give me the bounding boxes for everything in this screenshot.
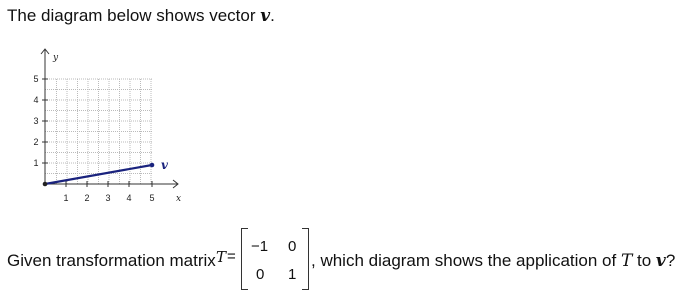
vector-label: v — [161, 158, 168, 172]
y-tick-label: 1 — [33, 158, 39, 168]
prompt-suffix-2: to — [632, 251, 656, 270]
prompt-suffix-end: ? — [665, 251, 676, 270]
matrix-cell-r2c2: 1 — [288, 266, 297, 283]
vector-end-point — [150, 163, 155, 168]
x-tick-label: 2 — [84, 193, 90, 203]
y-axis-label: y — [53, 53, 59, 63]
x-tick-label: 4 — [126, 193, 132, 203]
matrix-cell-r2c1: 0 — [256, 266, 265, 283]
prompt-prefix-text: Given transformation matrix — [7, 251, 216, 270]
matrix-left-bracket — [241, 228, 248, 290]
y-tick-label: 4 — [33, 95, 39, 105]
y-tick-label: 2 — [33, 137, 39, 147]
y-tick-label: 5 — [33, 74, 39, 84]
y-tick-label: 3 — [33, 116, 39, 126]
x-tick-label: 3 — [105, 193, 111, 203]
matrix-right-bracket — [302, 228, 309, 290]
x-tick-label: 5 — [149, 193, 155, 203]
matrix-symbol: T — [216, 248, 227, 266]
prompt-suffix-T: T — [620, 251, 633, 271]
title-vector-symbol: v — [260, 6, 271, 26]
title-text: The diagram below shows vector — [7, 6, 261, 25]
prompt-suffix — [311, 251, 675, 271]
prompt-prefix — [7, 251, 216, 271]
prompt-suffix-v: v — [655, 251, 666, 271]
matrix-cell-r1c1: −1 — [251, 238, 269, 255]
series — [43, 158, 169, 186]
matrix-equals: = — [227, 248, 236, 265]
prompt-suffix-1: , which diagram shows the application of — [311, 251, 621, 270]
x-axis-label: x — [176, 194, 182, 204]
title-end: . — [270, 6, 275, 25]
matrix-cell-r1c2: 0 — [288, 238, 297, 255]
x-tick-label: 1 — [63, 193, 69, 203]
vector-origin-point — [43, 182, 48, 187]
